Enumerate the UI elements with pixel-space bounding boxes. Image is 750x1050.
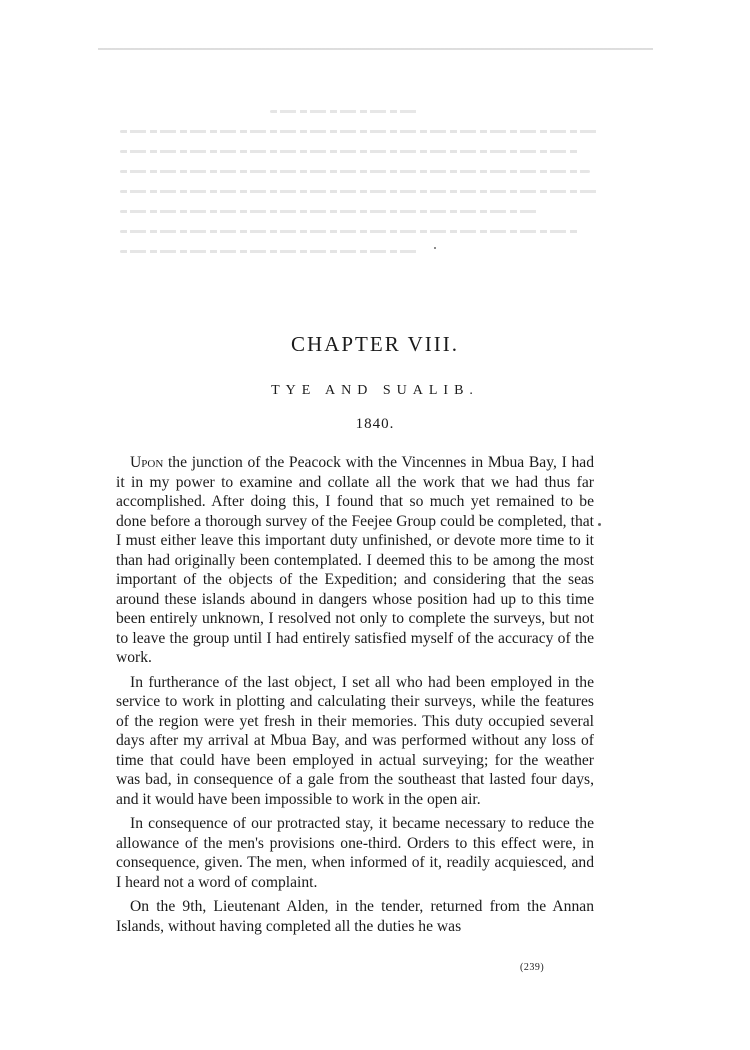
chapter-subtitle: TYE AND SUALIB. xyxy=(271,383,479,398)
paragraph-3: In consequence of our protracted stay, it became necessary to reduce the allowance of the men's provisions one-third. Orders to this effect were, in consequence, given. The men, when informed of it, readily acquiesced, and I heard not a word of complaint. xyxy=(116,815,594,891)
page-number: (239) xyxy=(520,962,545,973)
paragraph-2: In furtherance of the last object, I set all who had been employed in the service to work in plotting and calculating their surveys, while the features of the region were yet fresh in their memories. This duty occupied several days after my arrival at Mbua Bay, and was performed without any loss of time that could have been employed in actual surveying; for the weather was bad, in consequence of a gale from the southeast that lasted four days, and it would have been impossible to work in the open air. xyxy=(116,673,594,808)
paragraph-4: On the 9th, Lieutenant Alden, in the tender, returned from the Annan Islands, without having completed all the duties he was xyxy=(116,898,594,935)
paragraph-text: the junction of the Peacock with the Vincennes in Mbua Bay, I had it in my power to examine and collate all the work that we had thus far accomplished. After doing this, I found that so much yet remained to be done before a thorough survey of the Feejee Group could be completed, that I must either leave this important duty unfinished, or devote more time to it than had originally been contemplated. I deemed this to be among the most important of the objects of the Expedition; and considering that the seas around these islands abound in dangers whose position had up to this time been entirely unknown, I resolved not only to complete the surveys, but not to leave the group until I had entirely satisfied myself of the accuracy of the work. xyxy=(116,454,594,666)
scan-speck xyxy=(434,247,436,249)
paragraph-1 xyxy=(116,453,594,668)
paragraph-lead-word: Upon xyxy=(130,454,164,471)
chapter-title: CHAPTER VIII. xyxy=(291,332,459,356)
body-text xyxy=(116,453,594,936)
chapter-year: 1840. xyxy=(355,416,395,432)
scan-speck xyxy=(598,523,601,526)
